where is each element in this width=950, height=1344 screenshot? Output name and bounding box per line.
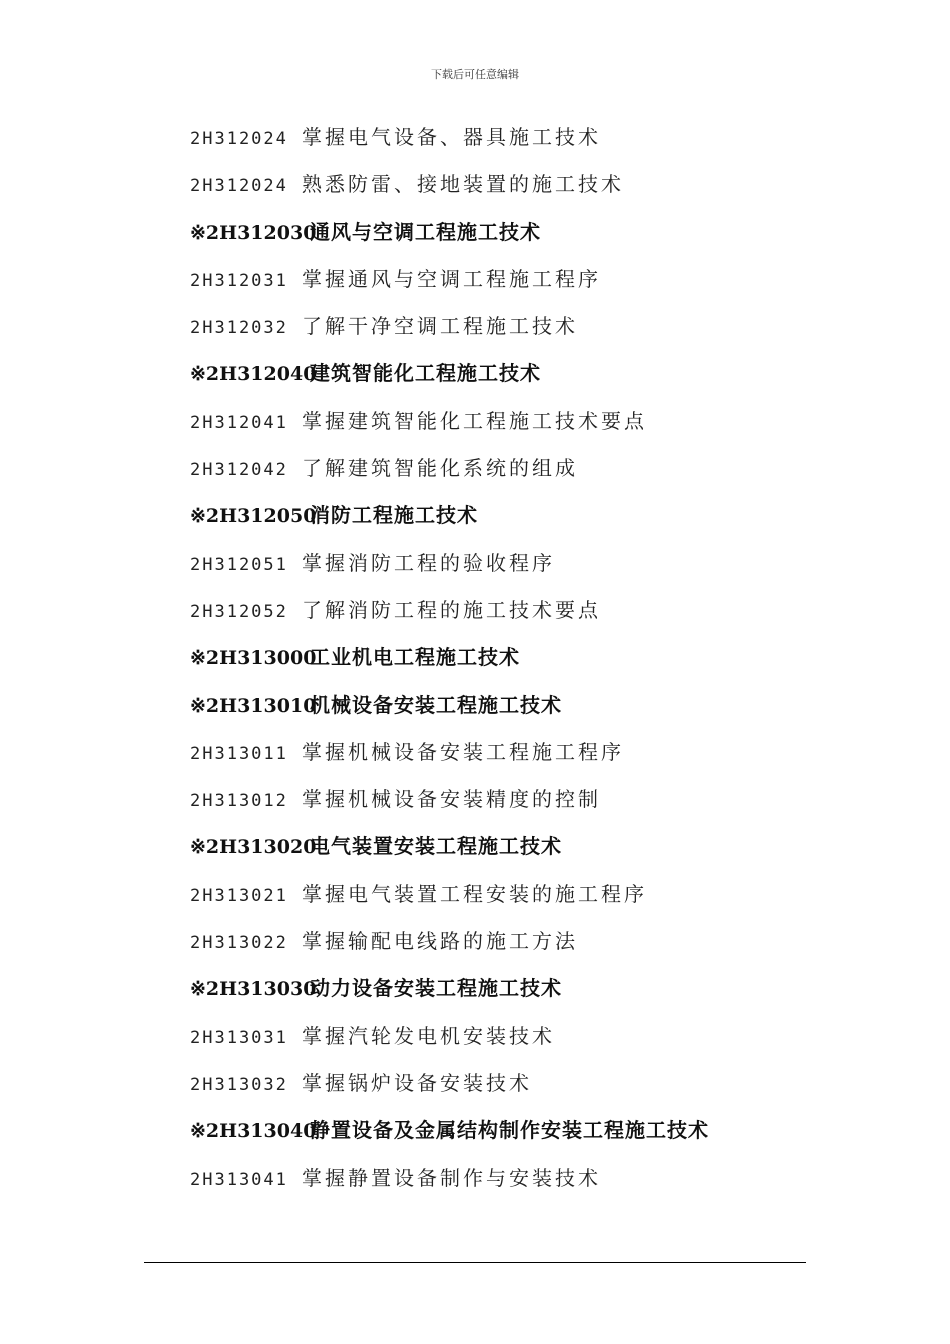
item-code: 2H313041 [190,1169,288,1190]
item-code: 2H312042 [190,460,288,481]
item-text: 掌握机械设备安装工程施工程序 [302,739,624,764]
item-code: 2H312032 [190,318,288,339]
item-code: 2H313031 [190,1027,288,1048]
section-heading [190,215,830,262]
item-text: 电气装置安装工程施工技术 [310,834,562,859]
item-text: 了解干净空调工程施工技术 [302,314,578,339]
syllabus-item [190,1019,830,1066]
item-text: 工业机电工程施工技术 [310,645,520,670]
page-header: 下载后可任意编辑 [431,68,519,81]
syllabus-item [190,877,830,924]
item-text: 掌握消防工程的验收程序 [302,550,555,575]
item-text: 掌握汽轮发电机安装技术 [302,1023,555,1048]
item-text: 动力设备安装工程施工技术 [310,976,562,1001]
item-code: ※2H312030 [190,221,317,244]
item-text: 掌握输配电线路的施工方法 [302,929,578,954]
item-code: ※2H313030 [190,978,317,1001]
item-code: 2H312051 [190,554,288,575]
item-code: 2H313032 [190,1074,288,1095]
item-text: 消防工程施工技术 [310,503,478,528]
item-code: ※2H312050 [190,505,317,528]
syllabus-item [190,782,830,829]
item-text: 掌握通风与空调工程施工程序 [302,266,601,291]
syllabus-item [190,1066,830,1113]
syllabus-item [190,451,830,498]
item-code: ※2H313040 [190,1120,317,1143]
item-code: 2H312052 [190,601,288,622]
section-heading [190,829,830,876]
item-code: ※2H313020 [190,836,317,859]
syllabus-item [190,167,830,214]
item-code: ※2H313000 [190,647,317,670]
item-code: 2H313021 [190,885,288,906]
section-heading [190,971,830,1018]
item-text: 了解建筑智能化系统的组成 [302,456,578,481]
document-body [190,120,830,1208]
item-text: 掌握机械设备安装精度的控制 [302,787,601,812]
item-code: 2H313012 [190,791,288,812]
item-text: 掌握锅炉设备安装技术 [302,1070,532,1095]
section-heading [190,640,830,687]
syllabus-item [190,735,830,782]
section-heading [190,1113,830,1160]
item-text: 熟悉防雷、接地装置的施工技术 [302,172,624,197]
item-text: 机械设备安装工程施工技术 [310,692,562,717]
item-code: 2H313011 [190,743,288,764]
item-code: 2H312031 [190,270,288,291]
item-text: 通风与空调工程施工技术 [310,219,541,244]
syllabus-item [190,593,830,640]
item-text: 掌握电气装置工程安装的施工程序 [302,881,647,906]
item-text: 掌握建筑智能化工程施工技术要点 [302,408,647,433]
syllabus-item [190,546,830,593]
syllabus-item [190,309,830,356]
item-text: 掌握静置设备制作与安装技术 [302,1165,601,1190]
item-code: ※2H313010 [190,694,317,717]
item-code: ※2H312040 [190,363,317,386]
section-heading [190,356,830,403]
item-text: 了解消防工程的施工技术要点 [302,597,601,622]
item-code: 2H312024 [190,129,288,149]
item-code: 2H312041 [190,412,288,433]
syllabus-item [190,924,830,971]
item-text: 掌握电气设备、器具施工技术 [302,125,601,149]
syllabus-item [190,404,830,451]
section-heading [190,498,830,545]
item-code: 2H312024 [190,176,288,197]
section-heading [190,688,830,735]
footer-rule [144,1262,806,1263]
item-text: 建筑智能化工程施工技术 [310,361,541,386]
syllabus-item [190,120,830,167]
item-text: 静置设备及金属结构制作安装工程施工技术 [310,1118,709,1143]
syllabus-item [190,1161,830,1208]
item-code: 2H313022 [190,933,288,954]
syllabus-item [190,262,830,309]
